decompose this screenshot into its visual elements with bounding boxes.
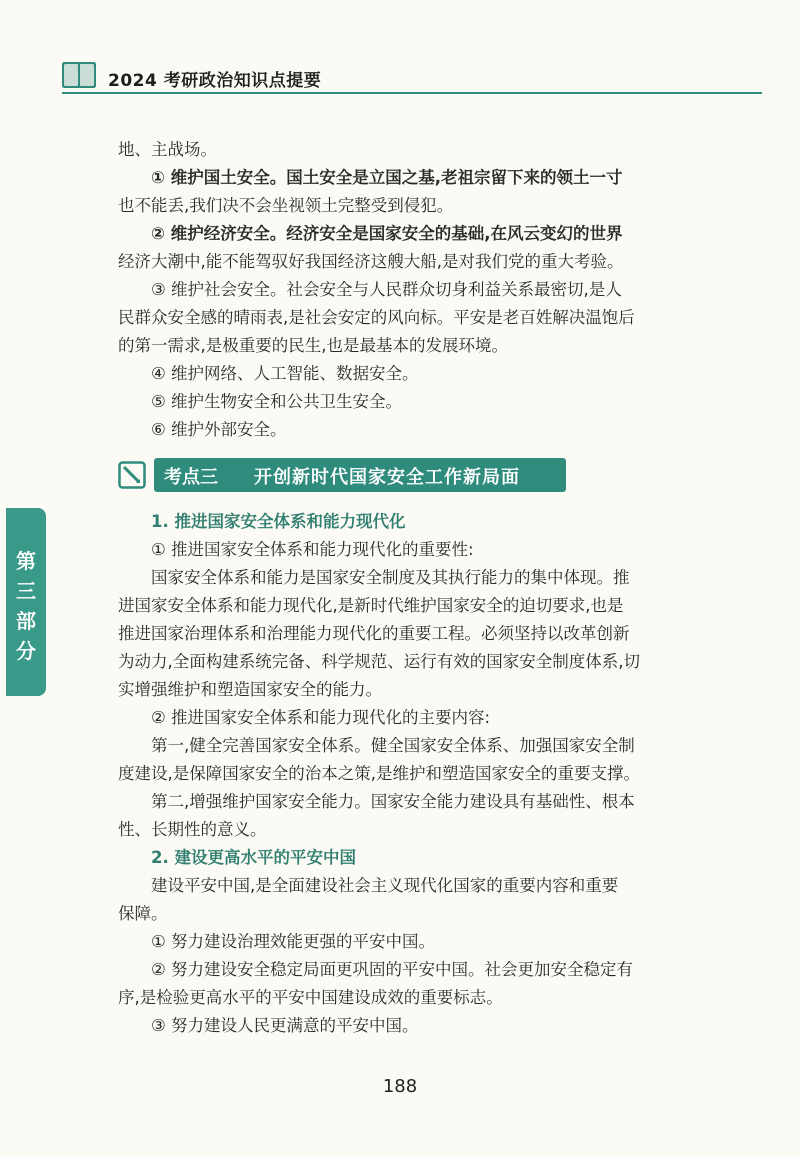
text-line: 进国家安全体系和能力现代化,是新时代维护国家安全的迫切要求,也是 (118, 596, 624, 615)
list-item-satisfaction: ③ 努力建设人民更满意的平安中国。 (151, 1016, 419, 1035)
page-header (62, 56, 762, 96)
list-item-economic-security: ② 维护经济安全。经济安全是国家安全的基础,在风云变幻的世界 (151, 224, 623, 243)
side-tab-label: 第 三 部 分 (16, 549, 36, 663)
subheading-safe-china: 2. 建设更高水平的平安中国 (151, 848, 356, 867)
text-line: 序,是检验更高水平的平安中国建设成效的重要标志。 (118, 988, 503, 1007)
text-line: 实增强维护和塑造国家安全的能力。 (118, 680, 382, 699)
list-item-territorial-security: ① 维护国土安全。国土安全是立国之基,老祖宗留下来的领土一寸 (151, 168, 623, 187)
text-line: 度建设,是保障国家安全的治本之策,是维护和塑造国家安全的重要支撑。 (118, 764, 640, 783)
page-number: 188 (382, 1076, 418, 1097)
content-bottom (118, 508, 718, 1040)
text-line: 性、长期性的意义。 (118, 820, 267, 839)
section-heading (118, 458, 566, 492)
text-line: 经济大潮中,能不能驾驭好我国经济这艘大船,是对我们党的重大考验。 (118, 252, 624, 271)
text-line: 第二,增强维护国家安全能力。国家安全能力建设具有基础性、根本 (151, 792, 635, 811)
list-item-governance: ① 努力建设治理效能更强的平安中国。 (151, 932, 436, 951)
list-item-importance: ① 推进国家安全体系和能力现代化的重要性: (151, 540, 474, 559)
list-item-main-content: ② 推进国家安全体系和能力现代化的主要内容: (151, 708, 491, 727)
text-line: 第一,健全完善国家安全体系。健全国家安全体系、加强国家安全制 (151, 736, 635, 755)
list-item-biosecurity: ⑤ 维护生物安全和公共卫生安全。 (151, 392, 403, 411)
list-item-external-security: ⑥ 维护外部安全。 (151, 420, 287, 439)
text-line: 地、主战场。 (118, 140, 217, 159)
subheading-modernization: 1. 推进国家安全体系和能力现代化 (151, 512, 406, 531)
list-item-social-security: ③ 维护社会安全。社会安全与人民群众切身利益关系最密切,是人 (151, 280, 622, 299)
text-line: 为动力,全面构建系统完备、科学规范、运行有效的国家安全制度体系,切 (118, 652, 640, 671)
content-top (118, 136, 718, 444)
text-line: 保障。 (118, 904, 168, 923)
header-rule (62, 92, 762, 94)
section-label: 考点三 (164, 467, 218, 488)
list-item-stability: ② 努力建设安全稳定局面更巩固的平安中国。社会更加安全稳定有 (151, 960, 634, 979)
pencil-icon (118, 461, 146, 489)
text-line: 建设平安中国,是全面建设社会主义现代化国家的重要内容和重要 (151, 876, 619, 895)
list-item-network-security: ④ 维护网络、人工智能、数据安全。 (151, 364, 419, 383)
book-icon (62, 62, 96, 88)
section-title-box (154, 458, 566, 492)
text-line: 的第一需求,是极重要的民生,也是最基本的发展环境。 (118, 336, 508, 355)
section-title: 开创新时代国家安全工作新局面 (254, 467, 520, 488)
text-line: 国家安全体系和能力是国家安全制度及其执行能力的集中体现。推 (151, 568, 630, 587)
text-line: 推进国家治理体系和治理能力现代化的重要工程。必须坚持以改革创新 (118, 624, 630, 643)
text-line: 民群众安全感的晴雨表,是社会安定的风向标。平安是老百姓解决温饱后 (118, 308, 635, 327)
header-title: 2024 考研政治知识点提要 (108, 71, 322, 91)
text-line: 也不能丢,我们决不会坐视领土完整受到侵犯。 (118, 196, 454, 215)
side-tab-part-three (6, 508, 46, 696)
